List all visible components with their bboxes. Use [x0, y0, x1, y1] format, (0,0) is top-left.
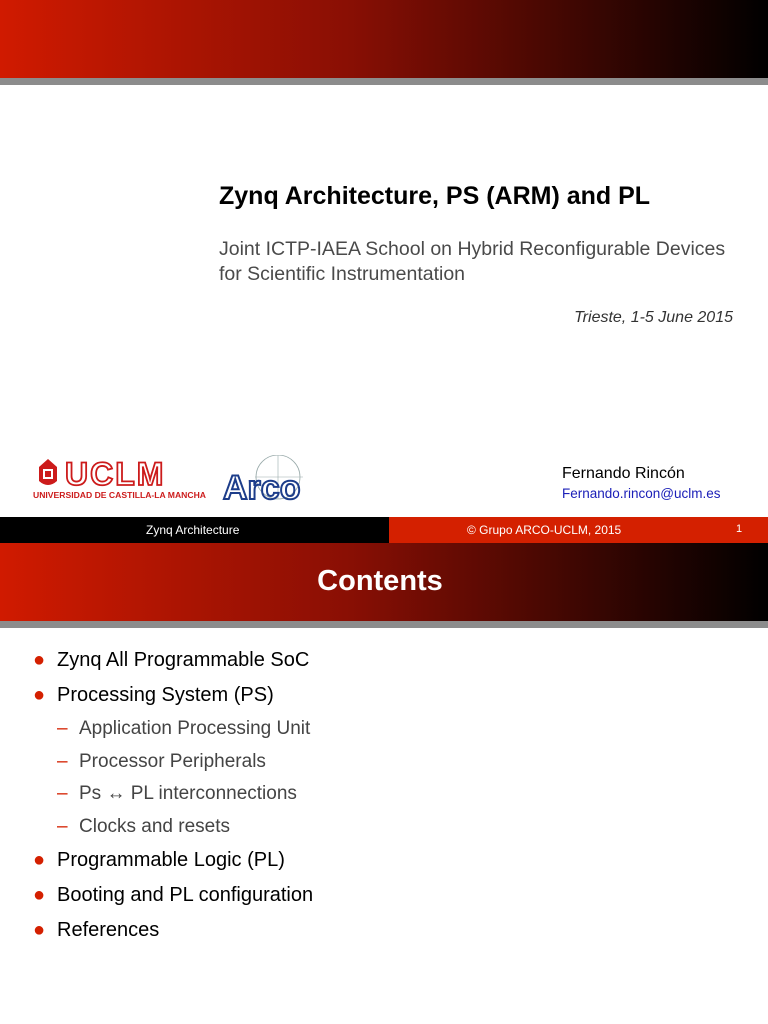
dash-icon: –	[57, 718, 68, 739]
list-item-label: Processing System (PS)	[57, 684, 274, 706]
sub-list-item-label: Clocks and resets	[79, 815, 231, 837]
contents-header-band	[0, 543, 768, 621]
bullet-icon: ●	[33, 684, 46, 706]
uclm-shield-icon	[39, 459, 57, 485]
institution-logos	[33, 455, 313, 505]
sub-list-item	[33, 713, 733, 746]
list-item-label: Programmable Logic (PL)	[57, 849, 285, 871]
footer-right	[389, 517, 768, 543]
uclm-subtitle: UNIVERSIDAD DE CASTILLA-LA MANCHA	[33, 490, 206, 500]
footer-title: Zynq Architecture	[146, 523, 240, 537]
header-rule	[0, 78, 768, 85]
list-item-label: Zynq All Programmable SoC	[57, 649, 310, 671]
sub-list-item	[33, 778, 733, 811]
author-email-link[interactable]: Fernando.rincon@uclm.es	[562, 486, 721, 501]
list-item	[33, 913, 733, 948]
contents-heading: Contents	[317, 565, 443, 597]
slide-footer	[0, 517, 768, 543]
contents-slide	[0, 543, 768, 1024]
sub-list-item-label: Application Processing Unit	[79, 718, 311, 739]
sub-list-item-label: Ps ↔ PL interconnections	[79, 783, 297, 804]
list-item-label: References	[57, 919, 160, 941]
dash-icon: –	[57, 815, 68, 837]
footer-copyright: © Grupo ARCO-UCLM, 2015	[467, 523, 622, 537]
sub-list-item-label: Processor Peripherals	[79, 750, 266, 772]
bullet-icon: ●	[33, 919, 46, 941]
footer-left	[0, 517, 389, 543]
slide-subtitle: Joint ICTP-IAEA School on Hybrid Reconfigurable Devices for Scientific Instrumentation	[219, 238, 726, 285]
list-item	[33, 678, 733, 843]
bullet-icon: ●	[33, 849, 46, 871]
event-date: Trieste, 1-5 June 2015	[574, 309, 733, 326]
dash-icon: –	[57, 783, 68, 804]
contents-header-rule	[0, 621, 768, 628]
uclm-wordmark: UCLM	[65, 456, 166, 492]
dash-icon: –	[57, 750, 68, 772]
bullet-icon: ●	[33, 884, 46, 906]
sub-list-item	[33, 811, 733, 844]
arco-logo-icon	[223, 455, 303, 505]
sub-list	[33, 713, 733, 843]
arco-wordmark: Arco	[223, 469, 301, 505]
page-number: 1	[736, 523, 743, 535]
author-name: Fernando Rincón	[562, 465, 685, 482]
slide-title: Zynq Architecture, PS (ARM) and PL	[219, 182, 651, 210]
list-item	[33, 843, 733, 878]
list-item-label: Booting and PL configuration	[57, 884, 314, 906]
contents-list	[33, 643, 733, 948]
list-item	[33, 878, 733, 913]
list-item	[33, 643, 733, 678]
header-band	[0, 0, 768, 78]
bullet-icon: ●	[33, 649, 46, 671]
sub-list-item	[33, 746, 733, 779]
